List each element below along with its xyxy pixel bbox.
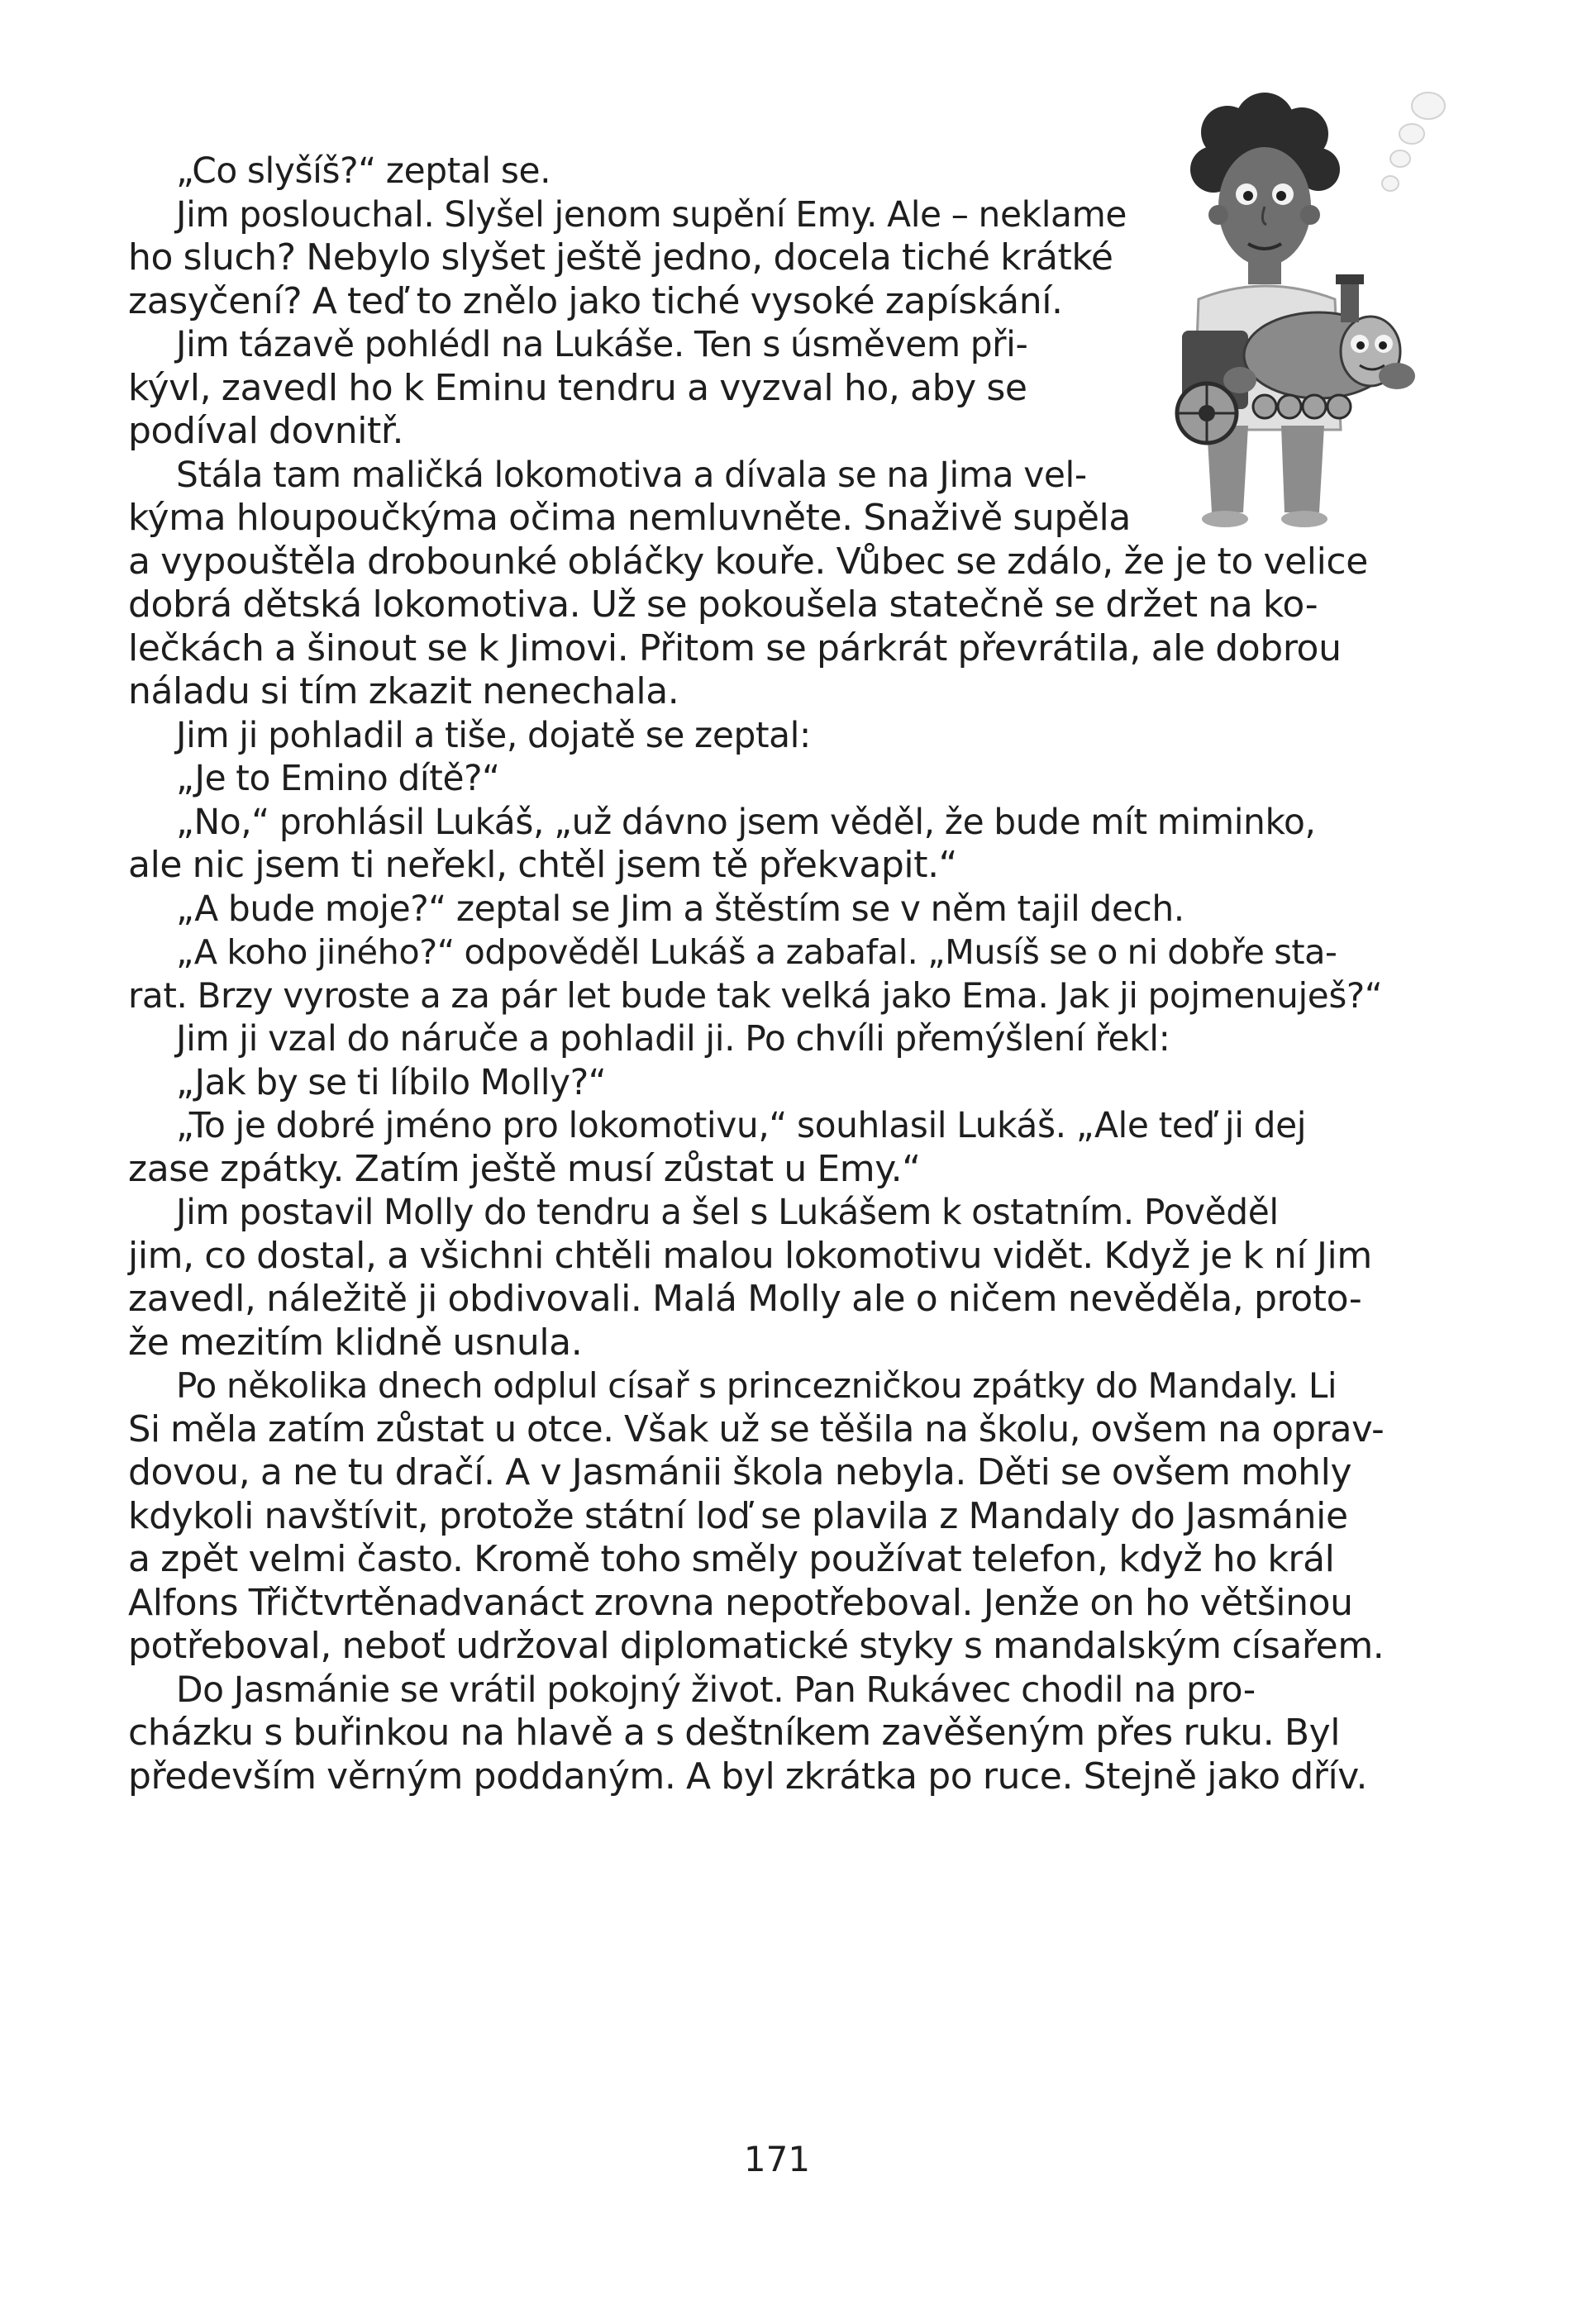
text-line: kdykoli navštívit, protože státní loď se plavila z Mandaly do Jasmánie <box>128 1494 1348 1537</box>
text-line: Po několika dnech odplul císař s princezničkou zpátky do Mandaly. Li <box>176 1365 1337 1406</box>
text-line: Jim postavil Molly do tendru a šel s Lukášem k ostatním. Pověděl <box>176 1192 1279 1232</box>
text-line: Jim ji vzal do náruče a pohladil ji. Po chvíli přemýšlení řekl: <box>176 1018 1170 1059</box>
text-line: „Co slyšíš?“ zeptal se. <box>176 150 551 191</box>
text-line: zavedl, náležitě ji obdivovali. Malá Molly ale o ničem nevěděla, proto- <box>128 1278 1362 1320</box>
text-line: Jim tázavě pohlédl na Lukáše. Ten s úsměvem při- <box>176 324 1028 364</box>
text-line: „Jak by se ti líbilo Molly?“ <box>176 1061 607 1102</box>
text-line: „To je dobré jméno pro lokomotivu,“ souhlasil Lukáš. „Ale teď ji dej <box>176 1105 1307 1145</box>
text-line: ale nic jsem ti neřekl, chtěl jsem tě překvapit.“ <box>128 844 958 886</box>
text-line: cházku s buřinkou na hlavě a s deštníkem zavěšeným přes ruku. Byl <box>128 1712 1341 1754</box>
text-line: lečkách a šinout se k Jimovi. Přitom se párkrát převrátila, ale dobrou <box>128 626 1342 669</box>
text-line: Alfons Třičtvrtěnadvanáct zrovna nepotřeboval. Jenže on ho většinou <box>128 1581 1353 1624</box>
page-number: 171 <box>743 2139 811 2179</box>
text-line: Jim ji pohladil a tiše, dojatě se zeptal: <box>176 714 811 755</box>
text-line: „A koho jiného?“ odpověděl Lukáš a zabafal. „Musíš se o ni dobře sta- <box>176 932 1337 972</box>
text-line: „Je to Emino dítě?“ <box>176 758 500 798</box>
text-line: že mezitím klidně usnula. <box>128 1321 583 1364</box>
text-line: „No,“ prohlásil Lukáš, „už dávno jsem věděl, že bude mít miminko, <box>176 801 1316 842</box>
text-line: kývl, zavedl ho k Eminu tendru a vyzval ho, aby se <box>128 366 1027 409</box>
steam-puffs <box>1382 93 1445 191</box>
text-line: a zpět velmi často. Kromě toho směly používat telefon, když ho král <box>128 1538 1335 1580</box>
body-text <box>128 150 1385 1798</box>
text-line: podíval dovnitř. <box>128 410 404 452</box>
text-line: především věrným poddaným. A byl zkrátka po ruce. Stejně jako dřív. <box>128 1755 1368 1798</box>
text-line: potřeboval, neboť udržoval diplomatické styky s mandalským císařem. <box>128 1625 1385 1667</box>
text-line: „A bude moje?“ zeptal se Jim a štěstím se v něm tajil dech. <box>176 888 1184 929</box>
text-line: dovou, a ne tu dračí. A v Jasmánii škola nebyla. Děti se ovšem mohly <box>128 1451 1352 1493</box>
text-line: kýma hloupoučkýma očima nemluvněte. Snaživě supěla <box>128 497 1131 539</box>
text-line: Do Jasmánie se vrátil pokojný život. Pan Rukávec chodil na pro- <box>176 1669 1256 1710</box>
text-line: ho sluch? Nebylo slyšet ještě jedno, docela tiché krátké <box>128 236 1113 279</box>
text-line: zase zpátky. Zatím ještě musí zůstat u Emy.“ <box>128 1147 921 1190</box>
text-line: Stála tam maličká lokomotiva a dívala se na Jima vel- <box>176 454 1087 495</box>
text-line: Jim poslouchal. Slyšel jenom supění Emy. Ale – neklame <box>176 193 1127 235</box>
text-line: a vypouštěla drobounké obláčky kouře. Vůbec se zdálo, že je to velice <box>128 540 1368 583</box>
text-line: Si měla zatím zůstat u otce. Však už se těšila na školu, ovšem na oprav- <box>128 1408 1385 1450</box>
text-line: zasyčení? A teď to znělo jako tiché vysoké zapískání. <box>128 279 1063 322</box>
text-line: dobrá dětská lokomotiva. Už se pokoušela statečně se držet na ko- <box>128 583 1318 626</box>
text-line: jim, co dostal, a všichni chtěli malou lokomotivu vidět. Když je k ní Jim <box>128 1234 1372 1277</box>
text-line: náladu si tím zkazit nenechala. <box>128 670 679 712</box>
text-line: rat. Brzy vyroste a za pár let bude tak velká jako Ema. Jak ji pojmenuješ?“ <box>128 974 1383 1016</box>
